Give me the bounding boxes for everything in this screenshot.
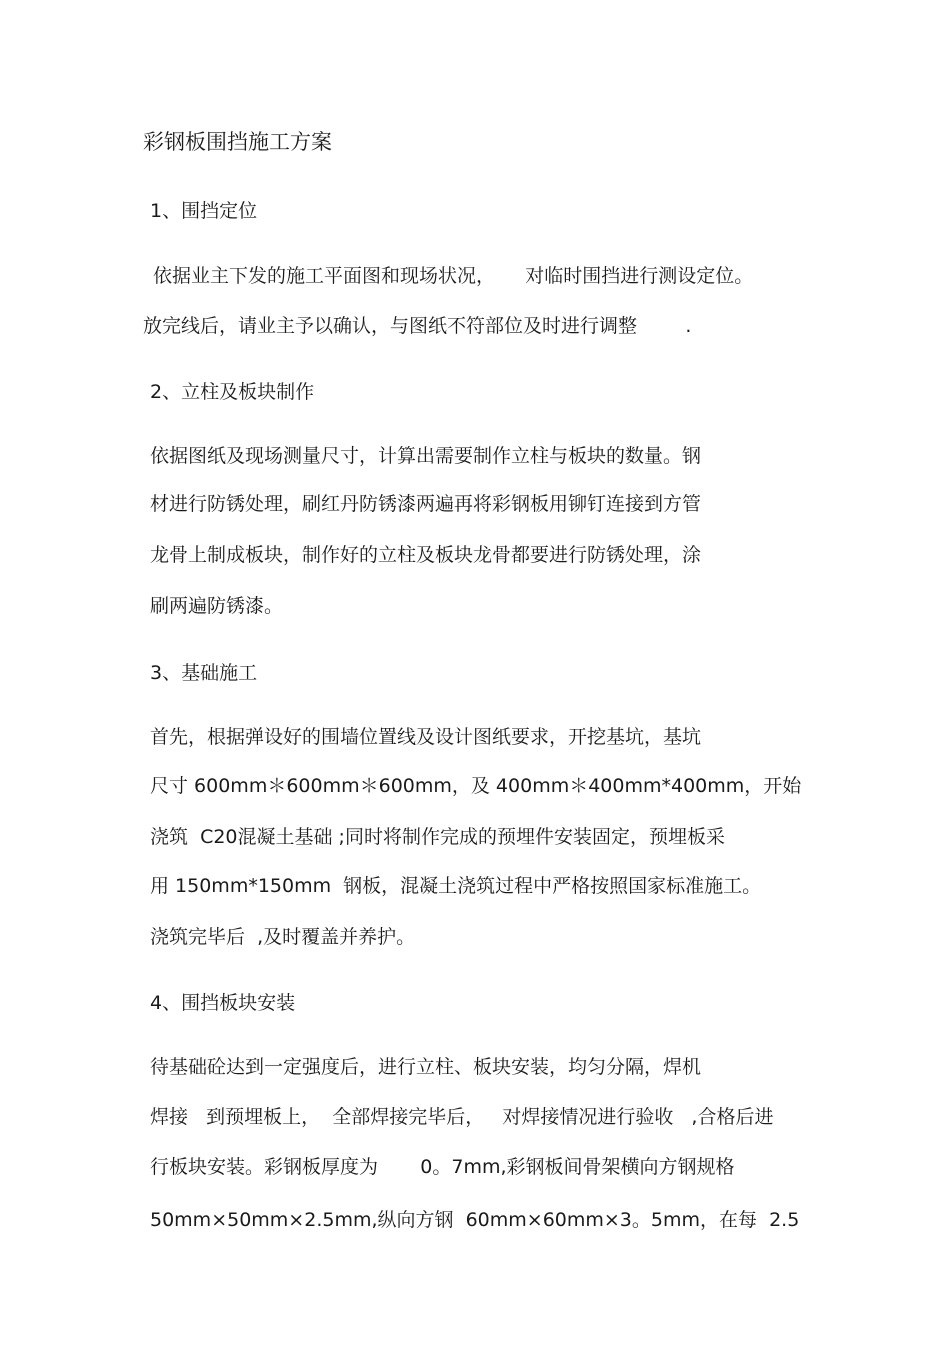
section-3-line-5: 浇筑完毕后 ,及时覆盖并养护。 — [150, 926, 416, 948]
section-1-line-2: 放完线后，请业主予以确认，与图纸不符部位及时进行调整 . — [143, 315, 692, 337]
section-4-line-2: 焊接 到预埋板上， 全部焊接完毕后， 对焊接情况进行验收 ,合格后进 — [150, 1106, 774, 1128]
section-3-line-1: 首先，根据弹设好的围墙位置线及设计图纸要求，开挖基坑，基坑 — [150, 726, 702, 748]
section-2-line-1: 依据图纸及现场测量尺寸，计算出需要制作立柱与板块的数量。钢 — [150, 445, 702, 467]
section-2-line-3: 龙骨上制成板块，制作好的立柱及板块龙骨都要进行防锈处理，涂 — [150, 544, 702, 566]
section-3-heading: 3、基础施工 — [150, 662, 258, 684]
section-2-line-2: 材进行防锈处理，刷红丹防锈漆两遍再将彩钢板用铆钉连接到方管 — [150, 493, 702, 515]
section-4-line-1: 待基础砼达到一定强度后，进行立柱、板块安装，均匀分隔，焊机 — [150, 1056, 702, 1078]
section-4-line-3: 行板块安装。彩钢板厚度为 0。7mm,彩钢板间骨架横向方钢规格 — [150, 1156, 735, 1178]
section-3-line-2: 尺寸 600mm＊600mm＊600mm，及 400mm＊400mm*400mm，开始 — [150, 775, 802, 797]
section-3-line-4: 用 150mm*150mm 钢板，混凝土浇筑过程中严格按照国家标准施工。 — [150, 875, 762, 897]
section-2-heading: 2、立柱及板块制作 — [150, 381, 315, 403]
section-4-heading: 4、围挡板块安装 — [150, 992, 296, 1014]
section-4-line-4: 50mm×50mm×2.5mm,纵向方钢 60mm×60mm×3。5mm，在每 2.5 — [150, 1209, 800, 1231]
document-title: 彩钢板围挡施工方案 — [143, 130, 332, 154]
section-1-heading: 1、围挡定位 — [150, 200, 258, 222]
section-2-line-4: 刷两遍防锈漆。 — [150, 595, 284, 617]
section-3-line-3: 浇筑 C20混凝土基础 ;同时将制作完成的预埋件安装固定，预埋板采 — [150, 826, 725, 848]
section-1-line-1: 依据业主下发的施工平面图和现场状况， 对临时围挡进行测设定位。 — [153, 265, 754, 287]
